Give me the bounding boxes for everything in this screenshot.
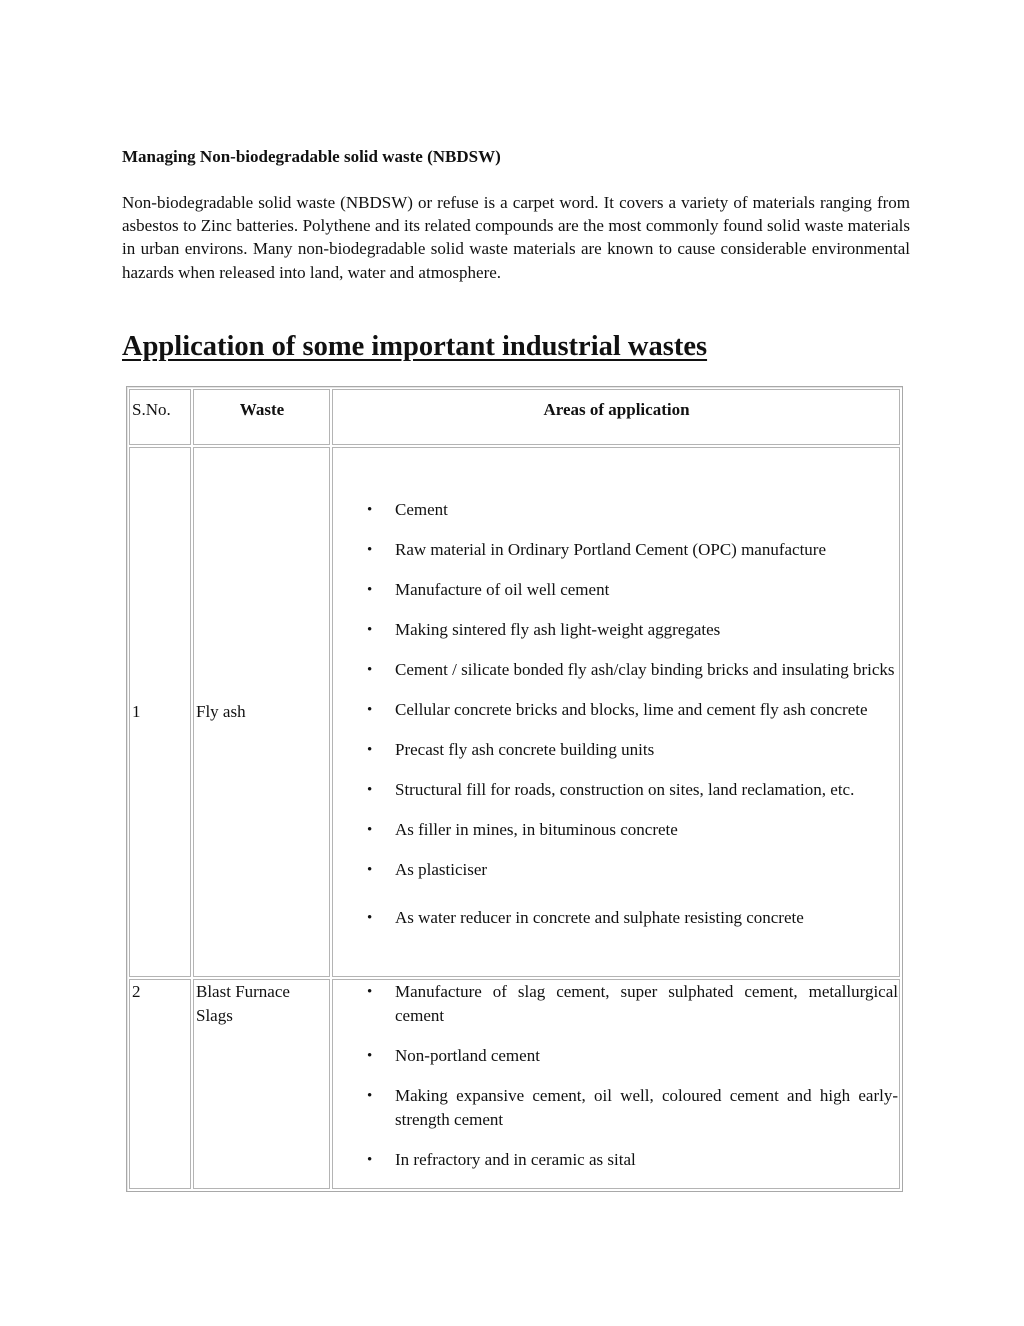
table-row <box>129 447 900 977</box>
row-sno: 2 <box>129 979 191 1189</box>
list-item: • Making sintered fly ash light-weight aggregates <box>395 618 898 642</box>
row-sno: 1 <box>129 447 191 977</box>
header-waste: Waste <box>193 389 330 445</box>
list-item: • Raw material in Ordinary Portland Cement (OPC) manufacture <box>395 538 898 562</box>
list-item: • As water reducer in concrete and sulphate resisting concrete <box>395 906 898 930</box>
list-item: • Making expansive cement, oil well, coloured cement and high early-strength cement <box>395 1084 898 1132</box>
table-header-row <box>129 389 900 445</box>
list-item: • As filler in mines, in bituminous concrete <box>395 818 898 842</box>
areas-list <box>335 980 898 1172</box>
industrial-wastes-table <box>126 386 903 1192</box>
row-waste: Blast Furnace Slags <box>193 979 330 1189</box>
list-item: • Manufacture of oil well cement <box>395 578 898 602</box>
list-item: • Non-portland cement <box>395 1044 898 1068</box>
row-areas <box>332 447 900 977</box>
list-item: • Precast fly ash concrete building units <box>395 738 898 762</box>
section-heading: Application of some important industrial wastes <box>122 331 708 362</box>
row-areas <box>332 979 900 1189</box>
list-item: • Cellular concrete bricks and blocks, lime and cement fly ash concrete <box>395 698 898 722</box>
header-sno: S.No. <box>129 389 191 445</box>
intro-paragraph: Non-biodegradable solid waste (NBDSW) or refuse is a carpet word. It covers a variety of materials ranging from asbestos to Zinc batteries. Polythene and its related compounds are the most commonly found solid waste materials in urban environs. Many non-biodegradable solid waste materials are known to cause considerable environmental hazards when released into land, water and atmosphere. <box>122 193 910 282</box>
document-title: Managing Non-biodegradable solid waste (NBDSW) <box>122 147 501 166</box>
list-item: • Cement / silicate bonded fly ash/clay binding bricks and insulating bricks <box>395 658 898 682</box>
list-item: • Cement <box>395 498 898 522</box>
list-item: • In refractory and in ceramic as sital <box>395 1148 898 1172</box>
areas-list <box>335 494 898 930</box>
row-waste: Fly ash <box>193 447 330 977</box>
list-item: • As plasticiser <box>395 858 898 882</box>
list-item: • Manufacture of slag cement, super sulphated cement, metallurgical cement <box>395 980 898 1028</box>
list-item: • Structural fill for roads, construction on sites, land reclamation, etc. <box>395 778 898 802</box>
header-areas: Areas of application <box>332 389 900 445</box>
table-row <box>129 979 900 1189</box>
